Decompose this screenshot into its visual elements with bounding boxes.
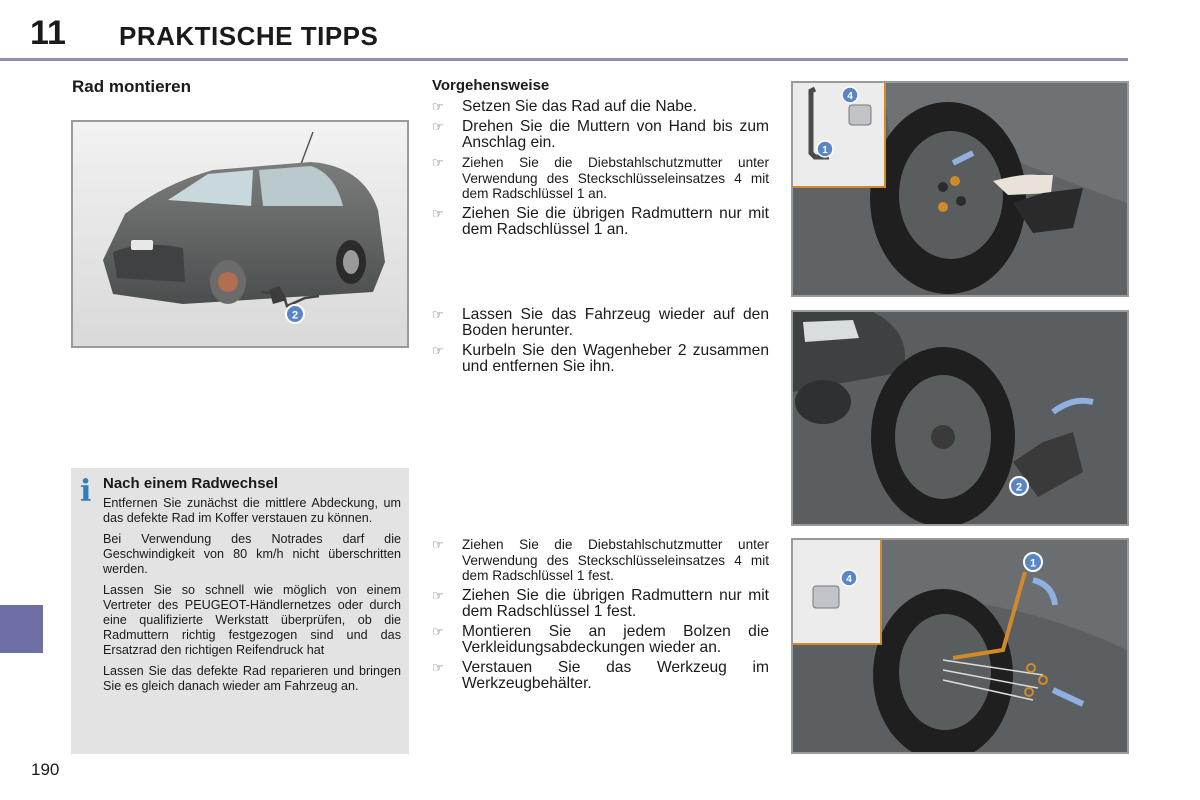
photo2-svg (793, 312, 1127, 524)
step-text: Drehen Sie die Muttern von Hand bis zum Anschlag ein. (462, 118, 769, 151)
section-title: Rad montieren (72, 77, 192, 96)
header-rule (0, 58, 1128, 61)
pointing-hand-icon: ☞ (432, 659, 444, 675)
chapter-side-tab (0, 605, 43, 653)
lower-vehicle-photo (791, 310, 1129, 526)
procedure-step (432, 624, 769, 656)
procedure-step (432, 206, 769, 238)
procedure-step (432, 119, 769, 151)
pointing-hand-icon: ☞ (432, 99, 444, 114)
step-text: Montieren Sie an jedem Bolzen die Verkleidungsabdeckungen wieder an. (462, 622, 769, 656)
step-text: Setzen Sie das Rad auf die Nabe. (462, 98, 697, 115)
procedure-step (432, 588, 769, 620)
pointing-hand-icon: ☞ (432, 587, 444, 603)
callout-jack-label: 2 (291, 309, 299, 322)
pointing-hand-icon: ☞ (432, 307, 444, 322)
info-paragraph: Lassen Sie so schnell wie möglich von einem Vertreter des PEUGEOT-Händlernetzes oder durch eine qualifizierte Werkstatt überprüfen, ob die Radmuttern richtig festgezogen sind und das Ersatzrad den richtigen Reifendruck hat (103, 583, 401, 657)
car-illustration-svg (73, 122, 407, 346)
chapter-number: 11 (30, 14, 66, 52)
procedure-step (432, 99, 769, 115)
procedure-step (432, 537, 769, 584)
step-text: Verstauen Sie das Werkzeug im Werkzeugbehälter. (462, 658, 769, 692)
tighten-nuts-photo (791, 538, 1129, 754)
page-number: 190 (31, 760, 60, 779)
step-text: Ziehen Sie die Diebstahlschutzmutter unter Verwendung des Steckschlüsseleinsatzes 4 mit dem Radschlüssel 1 an. (462, 155, 769, 201)
info-paragraph: Bei Verwendung des Notrades darf die Geschwindigkeit von 80 km/h nicht überschritten werden. (103, 532, 401, 576)
callout-wrench-label: 1 (822, 145, 828, 156)
procedure-step (432, 343, 769, 375)
procedure-steps-group-1 (432, 99, 769, 242)
info-box (71, 468, 409, 754)
procedure-step (432, 155, 769, 202)
procedure-title: Vorgehensweise (432, 77, 550, 94)
step-text: Lassen Sie das Fahrzeug wieder auf den Boden herunter. (462, 306, 769, 339)
pointing-hand-icon: ☞ (432, 119, 444, 134)
callout-socket-label-2: 4 (846, 574, 852, 585)
chapter-title: PRAKTISCHE TIPPS (119, 21, 379, 51)
step-text: Kurbeln Sie den Wagenheber 2 zusammen und entfernen Sie ihn. (462, 342, 769, 375)
procedure-steps-group-3 (432, 537, 769, 696)
callout-wrench-label-2: 1 (1029, 557, 1037, 570)
pointing-hand-icon: ☞ (432, 343, 444, 358)
info-box-body (103, 496, 401, 700)
step-text: Ziehen Sie die übrigen Radmuttern nur mit dem Radschlüssel 1 fest. (462, 586, 769, 620)
callout-socket-label: 4 (847, 91, 853, 102)
car-on-jack-illustration (71, 120, 409, 348)
pointing-hand-icon: ☞ (432, 205, 444, 221)
tighten-by-hand-photo (791, 81, 1129, 297)
photo1-svg (793, 83, 1127, 295)
photo3-svg (793, 540, 1127, 752)
pointing-hand-icon: ☞ (432, 155, 444, 170)
step-text: Ziehen Sie die übrigen Radmuttern nur mit dem Radschlüssel 1 an. (462, 204, 769, 238)
info-icon: i (80, 474, 92, 509)
info-paragraph: Lassen Sie das defekte Rad reparieren und bringen Sie es gleich danach wieder am Fahrzeug an. (103, 664, 401, 693)
info-paragraph: Entfernen Sie zunächst die mittlere Abdeckung, um das defekte Rad im Koffer verstauen zu können. (103, 496, 401, 525)
procedure-steps-group-2 (432, 307, 769, 379)
step-text: Ziehen Sie die Diebstahlschutzmutter unter Verwendung des Steckschlüsseleinsatzes 4 mit dem Radschlüssel 1 fest. (462, 537, 769, 583)
procedure-step (432, 660, 769, 692)
callout-jack-label-2: 2 (1015, 481, 1023, 494)
pointing-hand-icon: ☞ (432, 623, 444, 639)
pointing-hand-icon: ☞ (432, 537, 444, 552)
procedure-step (432, 307, 769, 339)
info-box-title: Nach einem Radwechsel (103, 475, 279, 492)
